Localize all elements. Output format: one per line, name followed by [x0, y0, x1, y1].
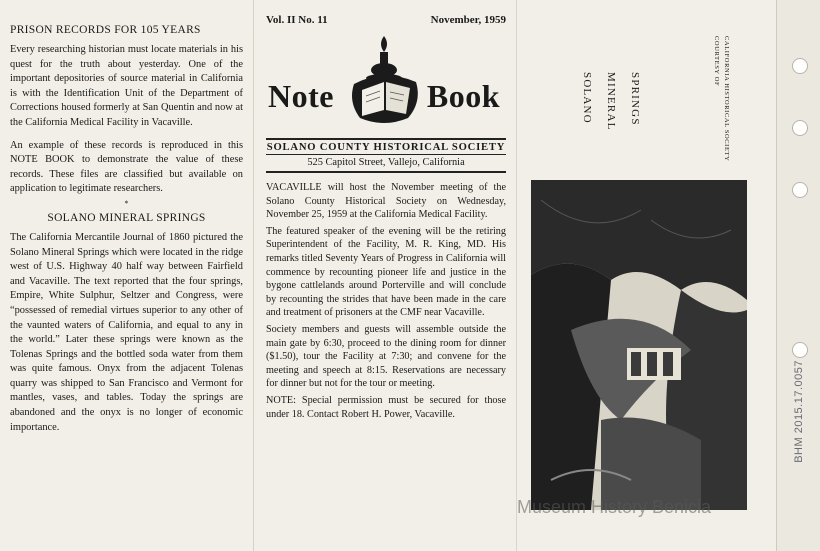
title-book: Book: [426, 78, 500, 114]
right-panel: [516, 0, 776, 551]
society-name: SOLANO COUNTY HISTORICAL SOCIETY: [266, 138, 506, 155]
caption-line-2: MINERAL: [605, 72, 617, 131]
meeting-announcement-paragraph: VACAVILLE will host the November meeting of the Solano County Historical Society on Wednesday, November 25, 1959 at the California Medical Facility.: [266, 182, 506, 221]
records-example-paragraph: An example of these records is reproduced in this NOTE BOOK to demonstrate the value of these records. These files are classified but available on application to legitimate researchers.: [10, 139, 243, 195]
mineral-springs-heading: SOLANO MINERAL SPRINGS: [47, 211, 206, 224]
schedule-paragraph: Society members and guests will assemble outside the main gate by 6:30, proceed to the dining room for dinner ($1.50), tour the Facility at 7:30; and convene for the meeting and speech at 8:15. Reservations are necessary for dinner but not for the tour or meeting.: [266, 323, 506, 390]
binder-margin: [776, 0, 820, 551]
left-panel: [0, 0, 253, 551]
punch-hole: [792, 58, 808, 74]
volume-number: Vol. II No. 11: [266, 14, 328, 26]
title-note: Note: [268, 78, 334, 114]
mineral-springs-engraving: [531, 180, 747, 510]
speaker-paragraph: The featured speaker of the evening will be the retiring Superintendent of the Facility, M. R. King, MD. His remarks titled Seventy Years of Progress in California will commence by recounting pioneer life and justice in the bygone cattlelands around Porterville and will conclude by recounting the strides that have been made in the care and treatment of prisoners at the CMF near Vacaville.: [266, 225, 506, 319]
punch-hole: [792, 342, 808, 358]
punch-hole: [792, 120, 808, 136]
museum-watermark: Museum History Benicia: [517, 497, 712, 517]
issue-date: November, 1959: [430, 14, 506, 26]
society-address: 525 Capitol Street, Vallejo, California: [266, 155, 506, 173]
masthead: [266, 14, 506, 26]
center-panel: [253, 0, 516, 551]
lamp-book-emblem-icon: [344, 32, 426, 128]
caption-line-3: SPRINGS: [629, 72, 641, 126]
newsletter-title: [266, 28, 506, 132]
credit-line-1: COURTESY OF: [713, 36, 720, 87]
note-paragraph: NOTE: Special permission must be secured for those under 18. Contact Robert H. Power, Vacaville.: [266, 394, 506, 420]
punch-hole: [792, 182, 808, 198]
prison-records-heading: PRISON RECORDS FOR 105 YEARS: [10, 24, 201, 36]
credit-line-2: CALIFORNIA HISTORICAL SOCIETY: [723, 36, 730, 162]
mineral-springs-paragraph: The California Mercantile Journal of 1860 pictured the Solano Mineral Springs which were located in the ridge west of U.S. Highway 40 half way between Fairfield and Vacaville. The text reported that the four springs, Empire, White Sulphur, Seltzer and Congress, were “possessed of remedial virtues superior to any other of the vaunted waters of California, and equal to any in the world.” Later these springs were known as the Tolenas Springs and the bottled soda water from them was quite famous. Onyx from the adjacent Tolenas quarry was shipped to San Francisco and Vermont for mantles, vases, and tables. Today the springs are abandoned and the onyx is no longer of economic importance.: [10, 231, 243, 433]
caption-line-1: SOLANO: [581, 72, 593, 124]
prison-records-paragraph: Every researching historian must locate materials in his quest for the truth about yesterday. One of the important depositories of source material in California is with the Identification Unit of the Department of Corrections housed formerly at San Quentin and now at the California Medical Facility in Vacaville.: [10, 44, 243, 128]
accession-number: BHM 2015.17.0057: [793, 360, 805, 463]
section-separator: *: [124, 198, 129, 208]
